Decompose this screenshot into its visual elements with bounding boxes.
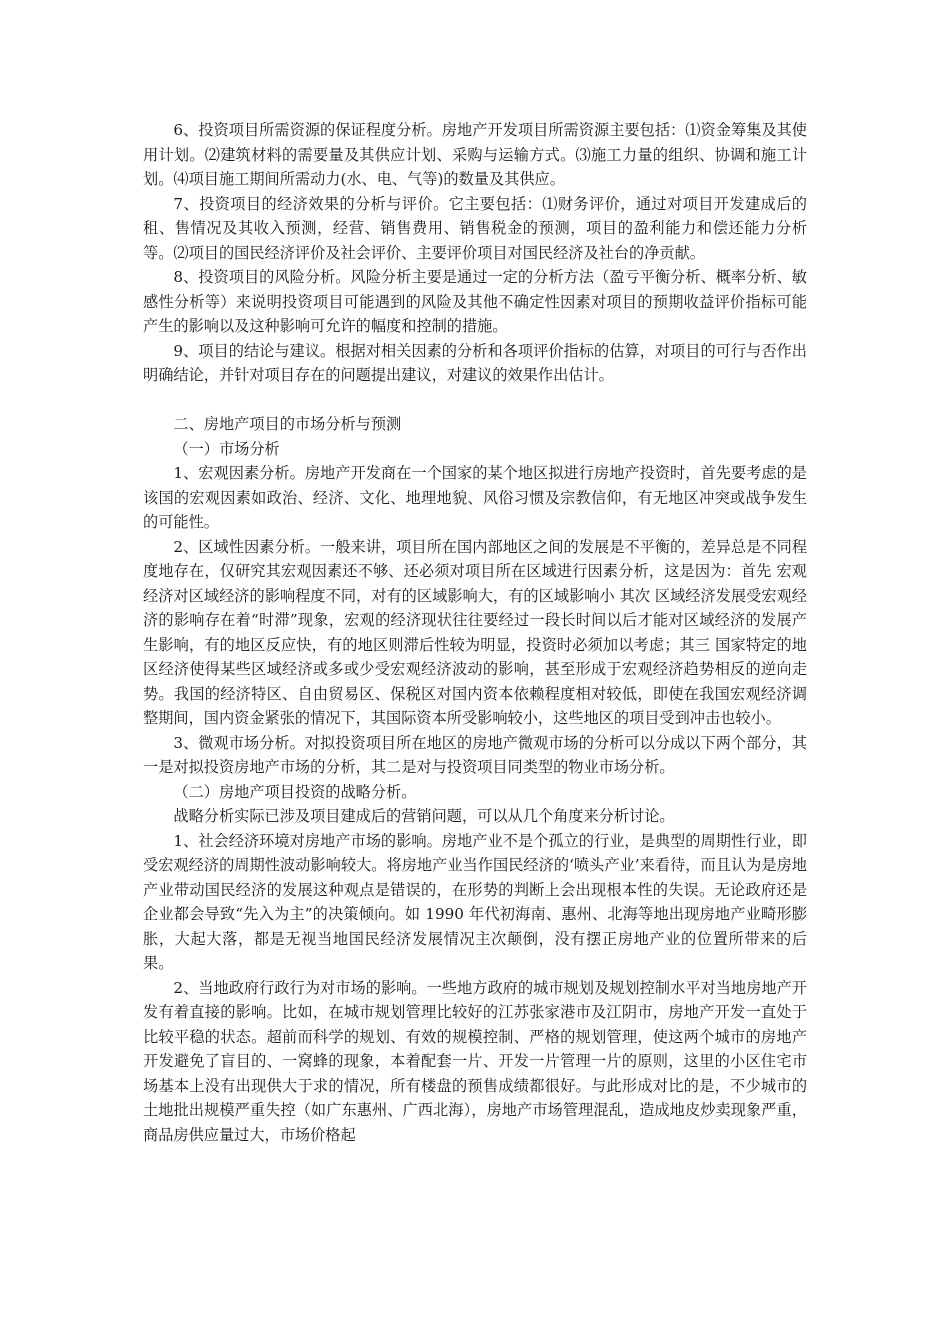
- paragraph-item-7: 7、投资项目的经济效果的分析与评价。它主要包括：⑴财务评价，通过对项目开发建成后的租、售情况及其收入预测，经营、销售费用、销售税金的预测，项目的盈利能力和偿还能力分析等。⑵项目的国民经济评价及社会评价、主要评价项目对国民经济及社台的净贡献。: [143, 194, 807, 262]
- paragraph-macro-factors: 1、宏观因素分析。房地产开发商在一个国家的某个地区拟进行房地产投资时，首先要考虑的是该国的宏观因素如政治、经济、文化、地理地貌、风俗习惯及宗教信仰，有无地区冲突或战争发生的可能性。: [143, 464, 807, 531]
- paragraph-item-8: 8、投资项目的风险分析。风险分析主要是通过一定的分析方法（盈亏平衡分析、概率分析、敏感性分析等）来说明投资项目可能遇到的风险及其他不确定性因素对项目的预期收益评价指标可能产生的影响以及这种影响可允许的幅度和控制的措施。: [143, 268, 807, 335]
- subsection-heading-market-analysis: （一）市场分析: [173, 439, 280, 458]
- paragraph-micro-market: 3、微观市场分析。对拟投资项目所在地区的房地产微观市场的分析可以分成以下两个部分，其一是对拟投资房地产市场的分析，其二是对与投资项目同类型的物业市场分析。: [143, 733, 807, 776]
- paragraph-item-9: 9、项目的结论与建议。根据对相关因素的分析和各项评价指标的估算，对项目的可行与否作出明确结论，并针对项目存在的问题提出建议，对建议的效果作出估计。: [143, 341, 807, 384]
- paragraph-strategy-intro: 战略分析实际已涉及项目建成后的营销问题，可以从几个角度来分析讨论。: [173, 807, 675, 825]
- paragraph-item-6: 6、投资项目所需资源的保证程度分析。房地产开发项目所需资源主要包括：⑴资金筹集及其使用计划。⑵建筑材料的需要量及其供应计划、采购与运输方式。⑶施工力量的组织、协调和施工计划。⑷项目施工期间所需动力(水、电、气等)的数量及其供应。: [143, 121, 807, 188]
- subsection-heading-strategy: （二）房地产项目投资的战略分析。: [173, 782, 417, 801]
- section-heading: 二、房地产项目的市场分析与预测: [173, 415, 402, 433]
- paragraph-regional-factors: 2、区域性因素分析。一般来讲，项目所在国内部地区之间的发展是不平衡的，差异总是不同程度地存在，仅研究其宏观因素还不够、还必须对项目所在区域进行因素分析，这是因为：首先 宏观经济对区域经济的影响程度不同，对有的区域影响大，有的区域影响小 其次 区域经济发展受宏观经济的影响存在着“时滞”现象，宏观的经济现状往往要经过一段长时间以后才能对区域经济的发展产生影响，有的地区反应快，有的地区则滞后性较为明显，投资时必须加以考虑；其三 国家特定的地区经济使得某些区域经济或多或少受宏观经济波动的影响，甚至形成于宏观经济趋势相反的逆向走势。我国的经济特区、自由贸易区、保税区对国内资本依赖程度相对较低，即使在我国宏观经济调整期间，国内资金紧张的情况下，其国际资本所受影响较小，这些地区的项目受到冲击也较小。: [143, 537, 807, 727]
- document-page: [143, 118, 807, 1147]
- paragraph-government: 2、当地政府行政行为对市场的影响。一些地方政府的城市规划及规划控制水平对当地房地产开发有着直接的影响。比如，在城市规划管理比较好的江苏张家港市及江阴市，房地产开发一直处于比较平稳的状态。超前而科学的规划、有效的规模控制、严格的规划管理，使这两个城市的房地产开发避免了盲目的、一窝蜂的现象，本着配套一片、开发一片管理一片的原则，这里的小区住宅市场基本上没有出现供大于求的情况，所有楼盘的预售成绩都很好。与此形成对比的是，不少城市的土地批出规模严重失控（如广东惠州、广西北海），房地产市场管理混乱，造成地皮炒卖现象严重，商品房供应量过大，市场价格起: [143, 978, 807, 1144]
- paragraph-socioeconomic: 1、社会经济环境对房地产市场的影响。房地产业不是个孤立的行业，是典型的周期性行业，即受宏观经济的周期性波动影响较大。将房地产业当作国民经济的‘喷头产业’来看待，而且认为是房地产业带动国民经济的发展这种观点是错误的，在形势的判断上会出现根本性的失误。无论政府还是企业都会导致“先入为主”的决策倾向。如 1990 年代初海南、惠州、北海等地出现房地产业畸形膨胀，大起大落，都是无视当地国民经济发展情况主次颠倒，没有摆正房地产业的位置所带来的后果。: [143, 831, 807, 972]
